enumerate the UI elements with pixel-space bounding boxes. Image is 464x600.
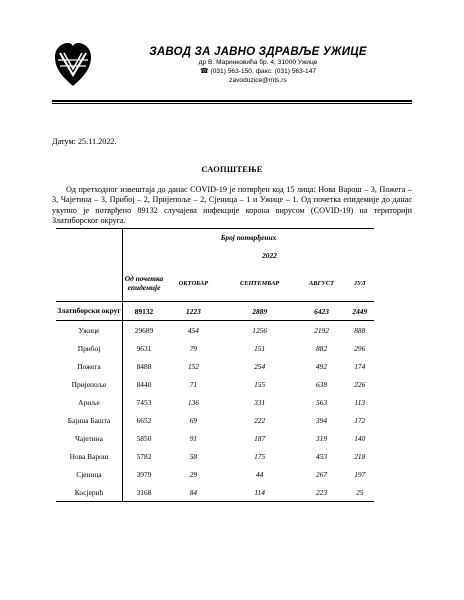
municipality-total: 6652 <box>136 415 152 425</box>
municipality-month-value: 91 <box>189 433 198 443</box>
municipality-month-value: 79 <box>189 343 198 353</box>
header-divider-thin <box>52 103 412 104</box>
municipality-month-value: 888 <box>354 325 366 335</box>
municipality-month-value: 197 <box>354 469 366 479</box>
table-row <box>56 357 374 375</box>
total-header: Од почетка епидемије <box>124 274 164 292</box>
municipality-total: 9631 <box>136 343 152 353</box>
municipality-month-value: 638 <box>315 379 328 389</box>
group-header: Број потврђених <box>123 229 375 246</box>
municipality-name: Чајетина <box>56 429 123 447</box>
year-header: 2022 <box>262 250 277 260</box>
municipality-total: 3168 <box>123 483 166 502</box>
municipality-month-value: 114 <box>222 483 298 502</box>
table-row-district <box>56 302 374 321</box>
org-address: др В. Маринковића бр. 4, 31000 Ужице <box>198 59 318 66</box>
municipality-total: 29689 <box>134 325 154 335</box>
municipality-total: 5782 <box>136 451 152 461</box>
cases-table <box>56 228 374 502</box>
municipality-month-value: 58 <box>189 451 198 461</box>
municipality-month-value: 218 <box>354 451 366 461</box>
municipality-month-value: 172 <box>354 415 366 425</box>
municipality-month-value: 174 <box>354 361 366 371</box>
municipality-month-value: 331 <box>254 397 266 407</box>
district-value: 6423 <box>298 302 346 321</box>
municipality-month-value: 25 <box>346 483 374 502</box>
announcement-paragraph: Од претходног извештаја до данас COVID-19 је потврђен код 15 лица: Нова Варош – 3, Пожега – 3, Чајетина – 3, Прибој – 2, Пријепоље – 2, Сјеница – 1 и Ужице – 1. Од почетка епидемије до данас укупно је потврђено 89132 случајева инфекције корона вирусом (COVID-19) на територији Златиборског округа. <box>52 185 412 226</box>
municipality-month-value: 296 <box>354 343 366 353</box>
municipality-total: 7453 <box>136 397 152 407</box>
municipality-total: 5850 <box>136 433 152 443</box>
district-value: 1223 <box>165 302 222 321</box>
municipality-month-value: 254 <box>254 361 266 371</box>
municipality-month-value: 226 <box>354 379 366 389</box>
municipality-month-value: 222 <box>254 415 266 425</box>
municipality-total: 8440 <box>136 379 152 389</box>
month-header: ЈУЛ <box>353 279 366 287</box>
month-header: АВГУСТ <box>309 279 335 287</box>
municipality-month-value: 394 <box>315 415 328 425</box>
municipality-month-value: 29 <box>189 469 198 479</box>
municipality-month-value: 319 <box>315 433 328 443</box>
municipality-month-value: 151 <box>254 343 266 353</box>
municipality-name: Ужице <box>56 321 123 340</box>
municipality-month-value: 882 <box>315 343 328 353</box>
document-title: САОПШТЕЊЕ <box>201 165 263 174</box>
municipality-month-value: 84 <box>165 483 222 502</box>
org-phones-line <box>118 67 398 76</box>
phone-icon: ☎ <box>199 68 209 75</box>
municipality-month-value: 453 <box>315 451 328 461</box>
municipality-name: Ариље <box>56 393 123 411</box>
municipality-name: Прибој <box>56 339 123 357</box>
table-row <box>56 465 374 483</box>
table-row <box>56 393 374 411</box>
table-row <box>56 375 374 393</box>
municipality-name: Бајина Башта <box>56 411 123 429</box>
municipality-name: Пријепоље <box>56 375 123 393</box>
document-date: Датум: 25.11.2022. <box>52 137 117 146</box>
municipality-name: Косјерић <box>56 483 123 502</box>
municipality-month-value: 454 <box>187 325 199 335</box>
org-phones: (031) 563-150, факс: (031) 563-147 <box>210 68 317 75</box>
municipality-month-value: 71 <box>189 379 198 389</box>
month-header: ОКТОБАР <box>178 279 209 287</box>
municipality-name: Сјеница <box>56 465 123 483</box>
district-value: 2889 <box>222 302 298 321</box>
municipality-total: 8488 <box>136 361 152 371</box>
org-email: zavoduzice@mts.rs <box>229 77 287 84</box>
table-row <box>56 483 374 502</box>
org-name: ЗАВОД ЗА ЈАВНО ЗДРАВЉЕ УЖИЦЕ <box>149 46 367 58</box>
municipality-month-value: 1256 <box>252 325 268 335</box>
municipality-month-value: 136 <box>187 397 199 407</box>
letterhead <box>118 46 398 85</box>
table-row <box>56 411 374 429</box>
municipality-total: 3979 <box>136 469 152 479</box>
table-row <box>56 447 374 465</box>
municipality-month-value: 175 <box>254 451 266 461</box>
region-header-cell <box>56 229 123 302</box>
table-row <box>56 429 374 447</box>
district-name: Златиборски округ <box>56 302 123 321</box>
municipality-name: Пожега <box>56 357 123 375</box>
municipality-month-value: 223 <box>298 483 346 502</box>
municipality-month-value: 267 <box>315 469 328 479</box>
table-row <box>56 339 374 357</box>
heart-v-logo-icon <box>54 42 92 88</box>
municipality-month-value: 492 <box>315 361 328 371</box>
municipality-month-value: 152 <box>187 361 199 371</box>
district-value: 2449 <box>346 302 374 321</box>
municipality-month-value: 187 <box>254 433 266 443</box>
municipality-month-value: 155 <box>254 379 266 389</box>
municipality-name: Нова Варош <box>56 447 123 465</box>
municipality-month-value: 113 <box>354 397 366 407</box>
municipality-month-value: 44 <box>255 469 264 479</box>
header-divider <box>52 100 412 102</box>
table-group-header-row <box>56 229 374 246</box>
municipality-month-value: 69 <box>189 415 198 425</box>
month-header: СЕПТЕМБАР <box>239 279 280 287</box>
district-total: 89132 <box>123 302 166 321</box>
municipality-month-value: 140 <box>354 433 366 443</box>
municipality-month-value: 2192 <box>314 325 329 335</box>
municipality-month-value: 563 <box>315 397 328 407</box>
table-row <box>56 321 374 340</box>
